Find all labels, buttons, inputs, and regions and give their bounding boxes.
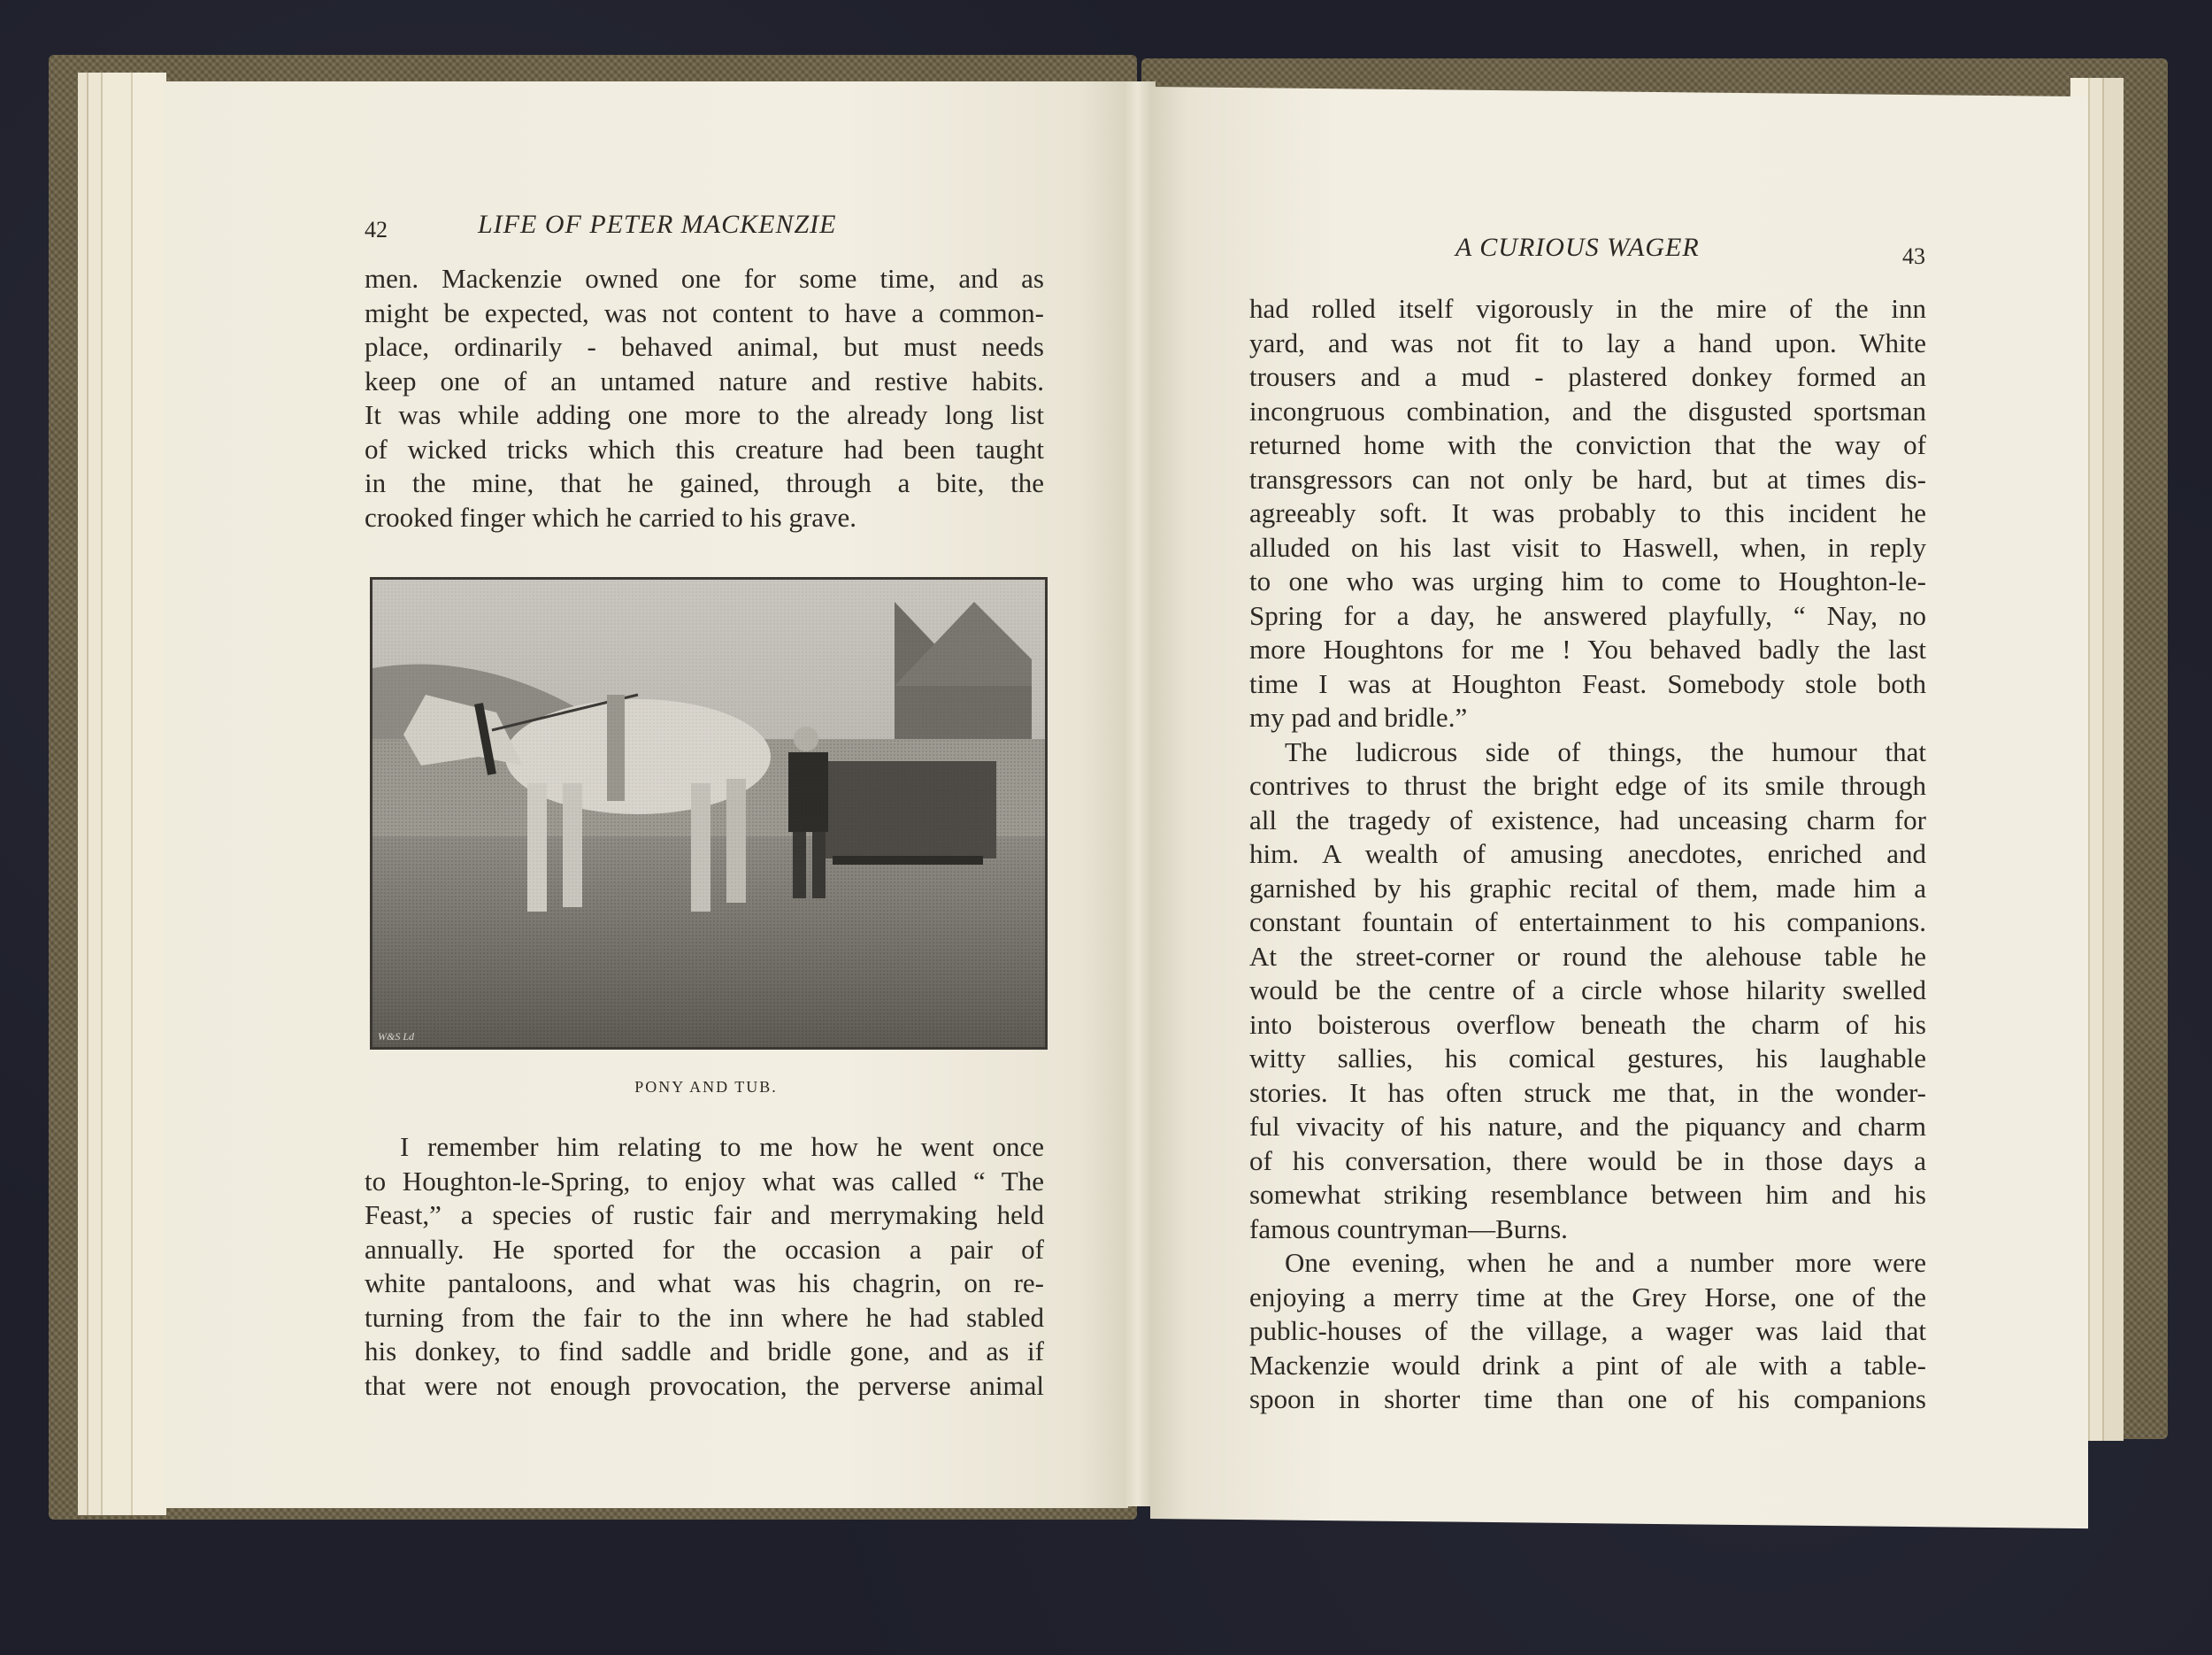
text-line: to Houghton-le-Spring, to enjoy what was called “ The (365, 1165, 1044, 1197)
text-line: had rolled itself vigorously in the mire of the inn (1249, 293, 1926, 324)
text-line: of his conversation, there would be in those days a (1249, 1144, 1926, 1176)
text-line: place, ordinarily - behaved animal, but must needs (365, 331, 1044, 362)
page-number-left: 42 (365, 217, 388, 242)
text-line: somewhat striking resemblance between him and his (1249, 1179, 1926, 1210)
text-line: all the tragedy of existence, had unceasing charm for (1249, 804, 1926, 835)
text-line: I remember him relating to me how he went once (400, 1131, 1044, 1162)
page-stack-left (78, 73, 166, 1515)
text-line: into boisterous overflow beneath the charm of his (1249, 1008, 1926, 1040)
text-line: might be expected, was not content to have a common- (365, 296, 1044, 328)
text-line: Mackenzie would drink a pint of ale with a table- (1249, 1349, 1926, 1381)
text-line: trousers and a mud - plastered donkey formed an (1249, 361, 1926, 392)
text-line: constant fountain of entertainment to his companions. (1249, 906, 1926, 937)
text-line: public-houses of the village, a wager was laid that (1249, 1315, 1926, 1346)
text-line: his donkey, to find saddle and bridle gone, and as if (365, 1336, 1044, 1366)
text-line: It was while adding one more to the already long list (365, 399, 1044, 430)
text-line: transgressors can not only be hard, but at times dis- (1249, 463, 1926, 495)
text-line: ful vivacity of his nature, and the piquancy and charm (1249, 1111, 1926, 1142)
text-line: turning from the fair to the inn where he had stabled (365, 1301, 1044, 1333)
text-line: in the mine, that he gained, through a bite, the (365, 467, 1044, 498)
text-line: garnished by his graphic recital of them, made him a (1249, 872, 1926, 904)
text-line: my pad and bridle.” (1249, 702, 1468, 733)
text-line: witty sallies, his comical gestures, his laughable (1249, 1043, 1926, 1074)
text-line: him. A wealth of amusing anecdotes, enriched and (1249, 838, 1926, 869)
text-line: would be the centre of a circle whose hilarity swelled (1249, 974, 1926, 1005)
text-line: Spring for a day, he answered playfully, “ Nay, no (1249, 599, 1926, 631)
text-line: The ludicrous side of things, the humour that (1285, 735, 1926, 767)
text-line: yard, and was not fit to lay a hand upon. White (1249, 327, 1926, 358)
running-head-right: A CURIOUS WAGER (1455, 233, 1700, 262)
text-line: agreeably soft. It was probably to this incident he (1249, 497, 1926, 528)
right-paragraph-3 (1249, 1246, 1926, 1417)
pony-photo (373, 580, 1045, 1047)
right-paragraph-2 (1249, 735, 1926, 1247)
text-line: stories. It has often struck me that, in the wonder- (1249, 1076, 1926, 1108)
illustration-caption: PONY AND TUB. (634, 1078, 778, 1096)
text-line: returned home with the conviction that the way of (1249, 429, 1926, 460)
left-paragraph-2 (365, 1130, 1044, 1403)
illustration-pony-and-tub (370, 577, 1048, 1050)
right-paragraph-1 (1249, 292, 1926, 735)
text-line: keep one of an untamed nature and restive habits. (365, 365, 1044, 396)
text-line: spoon in shorter time than one of his companions (1249, 1383, 1926, 1414)
text-line: famous countryman—Burns. (1249, 1212, 1568, 1244)
text-line: of wicked tricks which this creature had been taught (365, 433, 1044, 465)
text-line: incongruous combination, and the disgusted sportsman (1249, 395, 1926, 427)
text-line: time I was at Houghton Feast. Somebody stole both (1249, 667, 1926, 699)
text-line: that were not enough provocation, the perverse animal (365, 1369, 1044, 1401)
text-line: annually. He sported for the occasion a pair of (365, 1233, 1044, 1265)
text-line: crooked finger which he carried to his grave. (365, 501, 857, 533)
text-line: alluded on his last visit to Haswell, when, in reply (1249, 531, 1926, 563)
text-line: white pantaloons, and what was his chagrin, on re- (365, 1267, 1044, 1298)
left-paragraph-1 (365, 262, 1044, 535)
engraver-mark: W&S Ld (378, 1030, 415, 1043)
text-line: more Houghtons for me ! You behaved badly the last (1249, 634, 1926, 665)
text-line: men. Mackenzie owned one for some time, and as (365, 263, 1044, 294)
text-line: At the street-corner or round the alehouse table he (1249, 940, 1926, 972)
text-line: enjoying a merry time at the Grey Horse, one of the (1249, 1281, 1926, 1312)
text-line: Feast,” a species of rustic fair and merrymaking held (365, 1199, 1044, 1230)
text-line: contrives to thrust the bright edge of its smile through (1249, 770, 1926, 801)
right-paragraphs (1249, 292, 1926, 1417)
text-line: to one who was urging him to come to Houghton-le- (1249, 566, 1926, 597)
text-line: One evening, when he and a number more were (1285, 1247, 1926, 1278)
page-number-right: 43 (1902, 243, 1925, 269)
running-head-left: LIFE OF PETER MACKENZIE (478, 210, 837, 239)
